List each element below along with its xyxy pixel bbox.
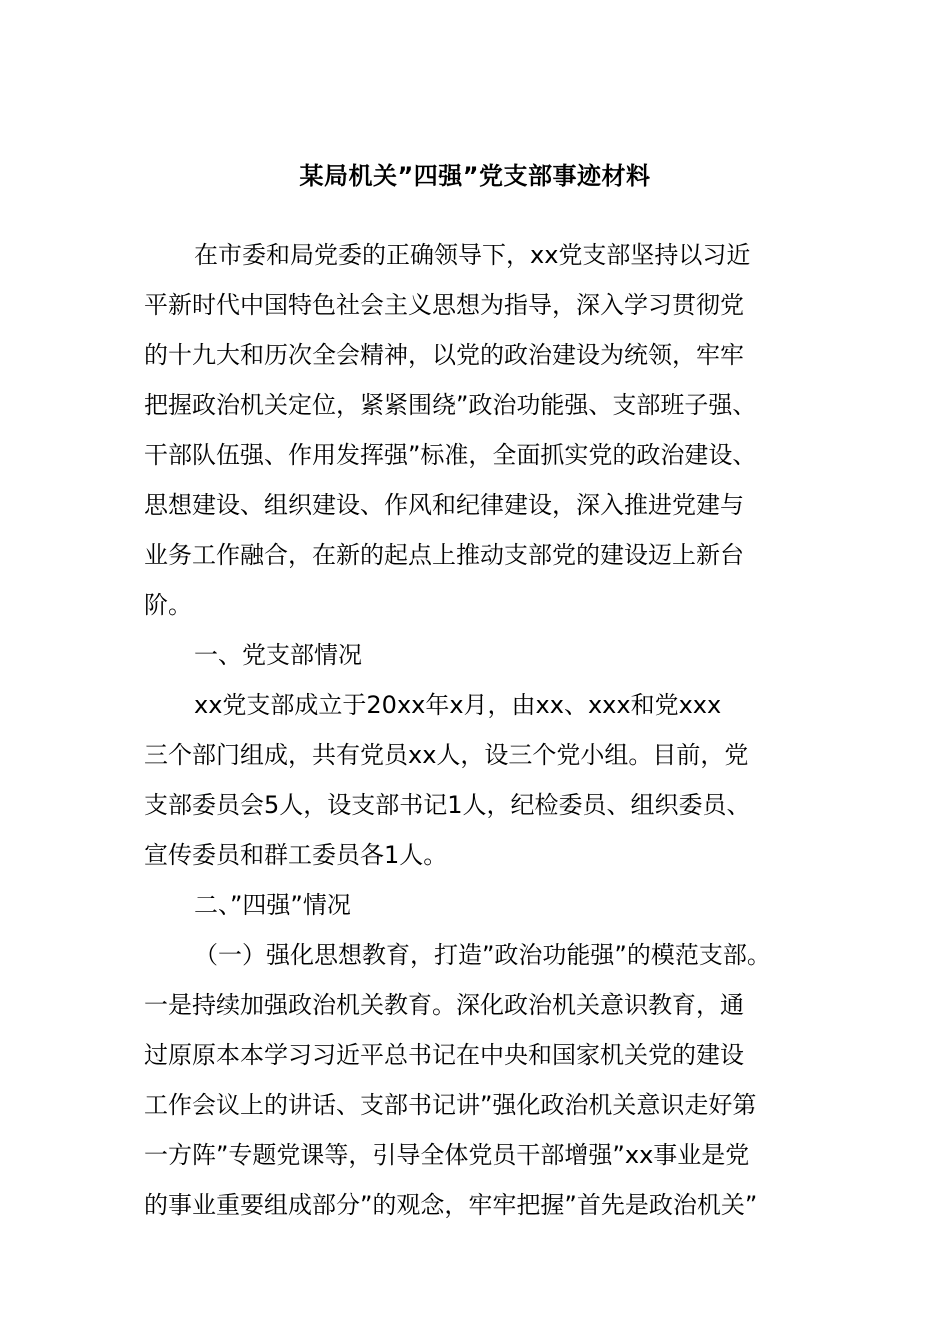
document-title: 某局机关”四强”党支部事迹材料: [299, 162, 651, 190]
paragraph-intro-line-1: 在市委和局党委的正确领导下，xx党支部坚持以习近: [194, 241, 751, 269]
paragraph-intro-line-6: 思想建设、组织建设、作风和纪律建设，深入推进党建与: [144, 491, 744, 519]
paragraph-branch-line-4: 宣传委员和群工委员各1人。: [144, 841, 448, 869]
subsection-heading-1: （一）强化思想教育，打造”政治功能强”的模范支部。: [194, 941, 771, 969]
paragraph-intro-line-2: 平新时代中国特色社会主义思想为指导，深入学习贯彻党: [144, 291, 744, 319]
paragraph-intro-line-5: 干部队伍强、作用发挥强”标准，全面抓实党的政治建设、: [144, 441, 757, 469]
paragraph-education-line-1: 一是持续加强政治机关教育。深化政治机关意识教育，通: [144, 991, 744, 1019]
paragraph-education-line-5: 的事业重要组成部分”的观念，牢牢把握”首先是政治机关”: [144, 1191, 758, 1219]
paragraph-intro-line-7: 业务工作融合，在新的起点上推动支部党的建设迈上新台: [144, 541, 744, 569]
paragraph-education-line-2: 过原原本本学习习近平总书记在中央和国家机关党的建设: [144, 1041, 744, 1069]
section-heading-1: 一、党支部情况: [194, 641, 362, 669]
paragraph-education-line-4: 一方阵”专题党课等，引导全体党员干部增强”xx事业是党: [144, 1141, 750, 1169]
paragraph-intro-line-4: 把握政治机关定位，紧紧围绕”政治功能强、支部班子强、: [144, 391, 757, 419]
paragraph-branch-line-2: 三个部门组成，共有党员xx人，设三个党小组。目前，党: [144, 741, 749, 769]
paragraph-branch-line-1: xx党支部成立于20xx年x月，由xx、xxx和党xxx: [194, 691, 722, 719]
paragraph-intro-line-8: 阶。: [144, 591, 192, 619]
document-body: [144, 230, 824, 1230]
paragraph-intro-line-3: 的十九大和历次全会精神，以党的政治建设为统领，牢牢: [144, 341, 744, 369]
paragraph-education-line-3: 工作会议上的讲话、支部书记讲”强化政治机关意识走好第: [144, 1091, 757, 1119]
section-heading-2: 二、”四强”情况: [194, 891, 351, 919]
paragraph-branch-line-3: 支部委员会5人，设支部书记1人，纪检委员、组织委员、: [144, 791, 751, 819]
